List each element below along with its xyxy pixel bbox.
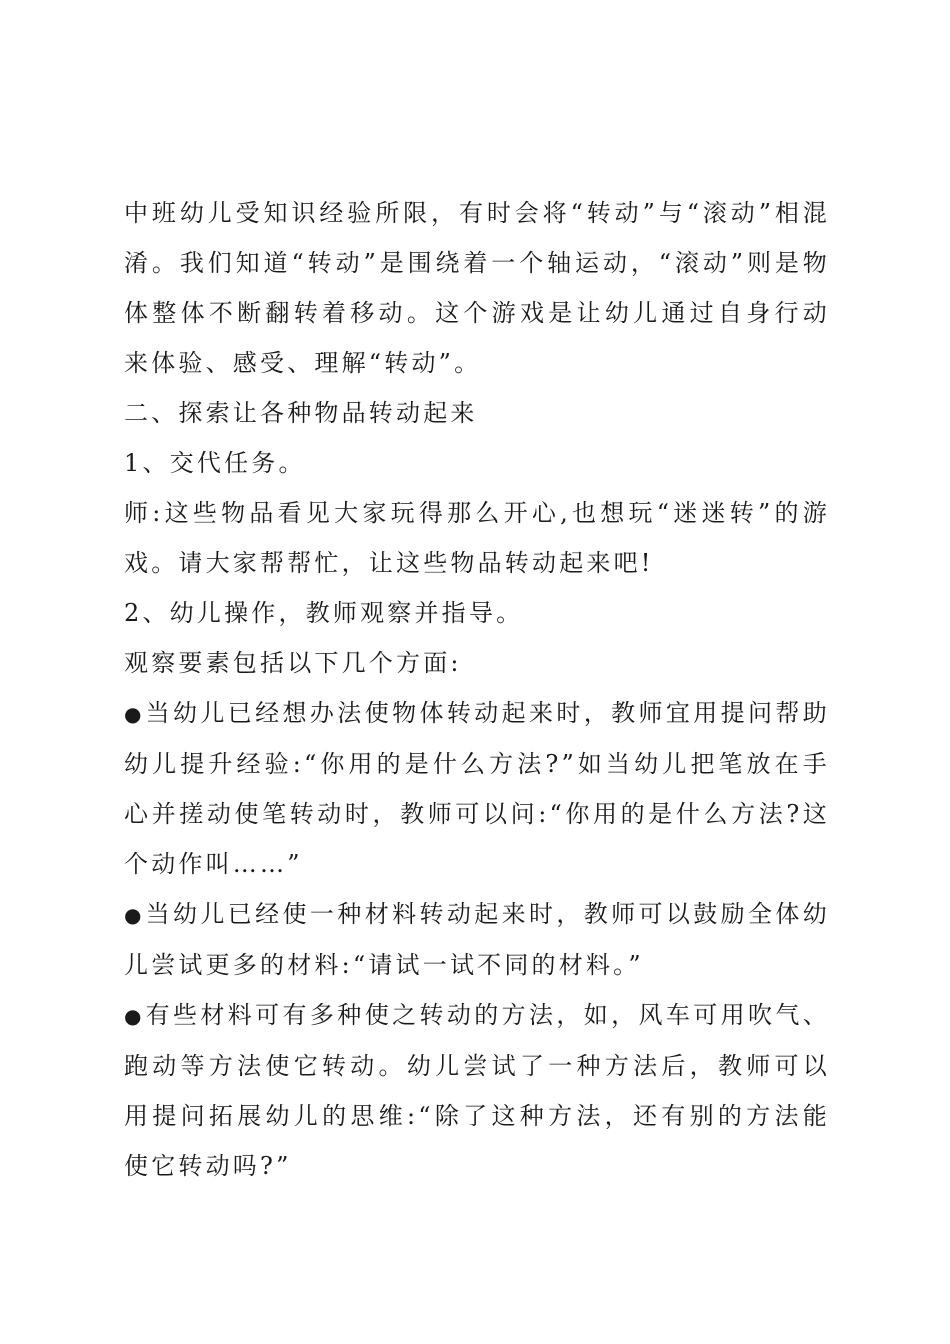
bullet-text: 有些材料可有多种使之转动的方法，如，风车可用吹气、跑动等方法使它转动。幼儿尝试了一种方法后，教师可以用提问拓展幼儿的思维:“除了这种方法，还有别的方法能使它转动吗?” bbox=[124, 1001, 830, 1180]
bullet-item-1 bbox=[124, 688, 830, 889]
intro-paragraph: 中班幼儿受知识经验所限，有时会将“转动”与“滚动”相混淆。我们知道“转动”是围绕着一个轴运动，“滚动”则是物体整体不断翻转着移动。这个游戏是让幼儿通过自身行动来体验、感受、理解“转动”。 bbox=[124, 199, 830, 377]
bullet-item-3 bbox=[124, 990, 830, 1191]
step-2-heading: 2、幼儿操作，教师观察并指导。 bbox=[124, 599, 524, 627]
bullet-text: 当幼儿已经使一种材料转动起来时，教师可以鼓励全体幼儿尝试更多的材料:“请试一试不同的材料。” bbox=[124, 900, 830, 979]
bullet-text: 当幼儿已经想办法使物体转动起来时，教师宜用提问帮助幼儿提升经验:“你用的是什么方法?”如当幼儿把笔放在手心并搓动使笔转动时，教师可以问:“你用的是什么方法?这个动作叫……” bbox=[124, 699, 830, 878]
bullet-icon: ● bbox=[124, 1004, 142, 1028]
bullet-icon: ● bbox=[124, 702, 142, 726]
section-heading: 二、探索让各种物品转动起来 bbox=[124, 399, 478, 427]
observation-intro: 观察要素包括以下几个方面: bbox=[124, 649, 462, 677]
step-1-heading: 1、交代任务。 bbox=[124, 449, 306, 477]
bullet-item-2 bbox=[124, 889, 830, 990]
bullet-icon: ● bbox=[124, 903, 142, 927]
teacher-dialogue-paragraph: 师:这些物品看见大家玩得那么开心,也想玩“迷迷转”的游戏。请大家帮帮忙，让这些物品转动起来吧! bbox=[124, 499, 830, 577]
document-body bbox=[124, 188, 830, 1191]
